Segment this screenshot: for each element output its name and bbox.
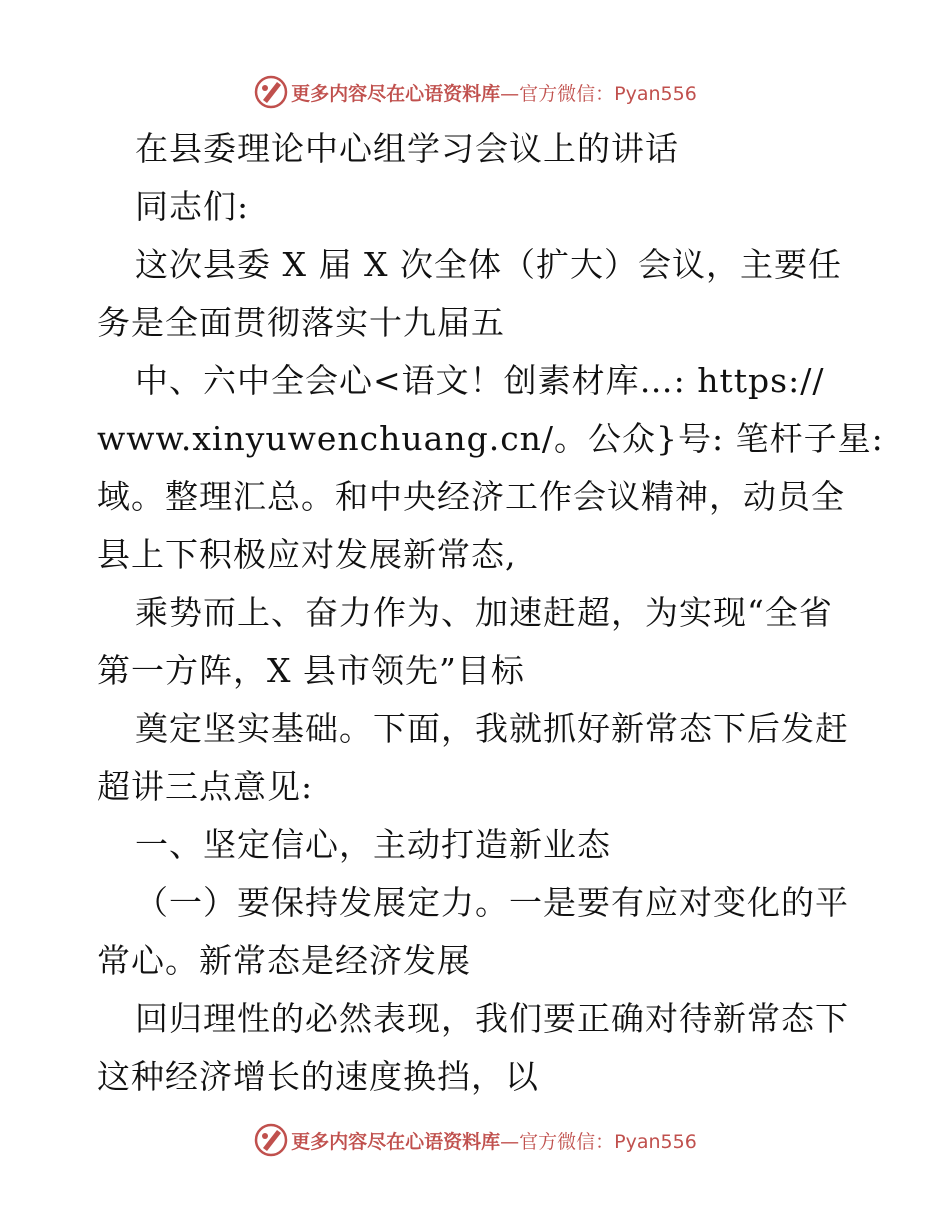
- banner-lead: 更多内容尽在心语资料库: [291, 82, 501, 105]
- footer-banner: [0, 1120, 950, 1160]
- paragraph-line: 超讲三点意见:: [97, 767, 314, 806]
- paragraph-line: 域。整理汇总。和中央经济工作会议精神，动员全: [97, 477, 845, 516]
- header-banner: [0, 72, 950, 112]
- paragraph-line: 务是全面贯彻落实十九届五: [97, 303, 505, 342]
- banner-lead: 更多内容尽在心语资料库: [291, 1130, 501, 1153]
- banner-text: [291, 1127, 697, 1154]
- paragraph-line: （一）要保持发展定力。一是要有应对变化的平: [135, 883, 849, 922]
- paragraph-line: 回归理性的必然表现，我们要正确对待新常态下: [135, 999, 849, 1038]
- salutation: 同志们:: [135, 187, 250, 226]
- paragraph-line: 这种经济增长的速度换挡，以: [97, 1057, 539, 1096]
- logo-icon: [253, 74, 289, 110]
- paragraph-line: 第一方阵，X 县市领先”目标: [97, 651, 525, 690]
- banner-text: [291, 79, 697, 106]
- paragraph-line: 县上下积极应对发展新常态,: [97, 535, 517, 574]
- banner-separator: —: [500, 82, 520, 105]
- banner-wechat: 官方微信：Pyan556: [519, 1130, 697, 1153]
- banner-wechat: 官方微信：Pyan556: [519, 82, 697, 105]
- document-body: [97, 120, 884, 1106]
- logo-icon: [253, 1122, 289, 1158]
- paragraph-line: 中、六中全会心<语文！创素材库…: https://: [135, 361, 825, 400]
- paragraph-line: 这次县委 X 届 X 次全体（扩大）会议，主要任: [135, 245, 842, 284]
- paragraph-line: 奠定坚实基础。下面，我就抓好新常态下后发赶: [135, 709, 849, 748]
- banner-separator: —: [500, 1130, 520, 1153]
- paragraph-line: 常心。新常态是经济发展: [97, 941, 471, 980]
- paragraph-line: 乘势而上、奋力作为、加速赶超，为实现“全省: [135, 593, 833, 632]
- paragraph-line: www.xinyuwenchuang.cn/。公众}号: 笔杆子星:: [97, 419, 884, 458]
- document-title: 在县委理论中心组学习会议上的讲话: [135, 129, 679, 168]
- section-heading: 一、坚定信心，主动打造新业态: [135, 825, 611, 864]
